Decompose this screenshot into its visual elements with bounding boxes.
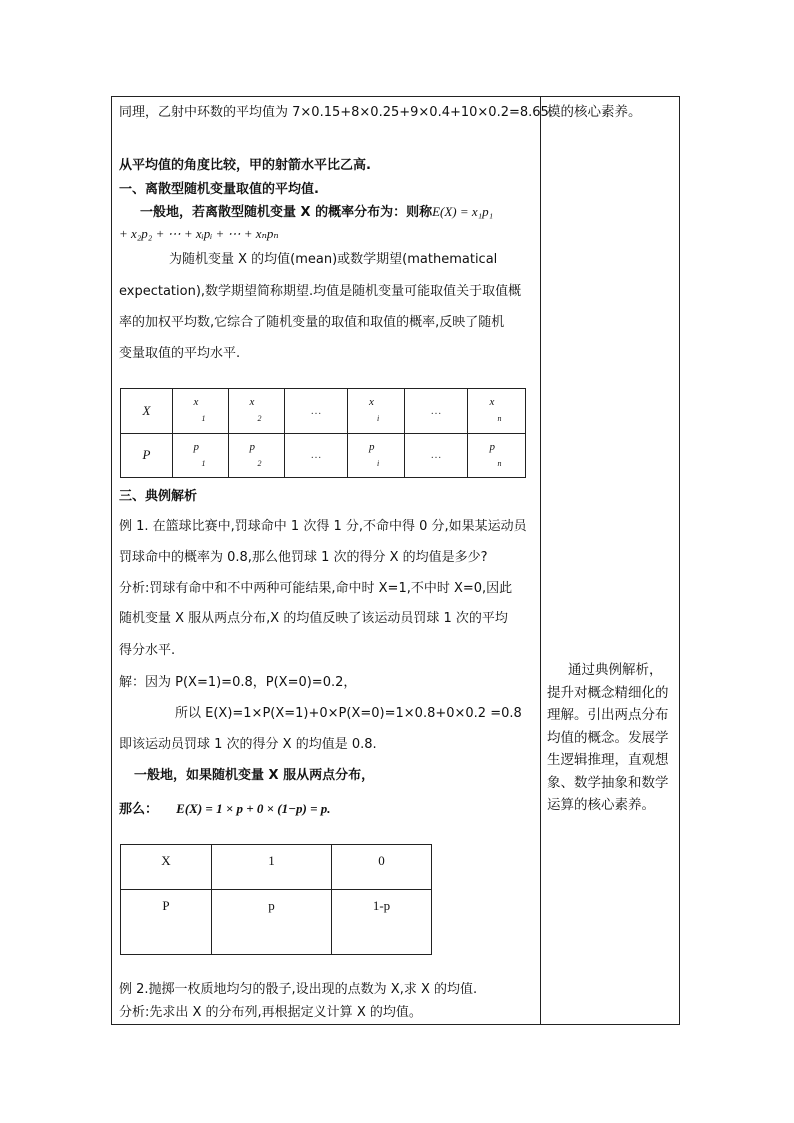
table-header-p: P bbox=[121, 433, 173, 478]
column-divider bbox=[540, 96, 541, 1025]
table-cell: p n bbox=[468, 433, 526, 478]
table-cell: x n bbox=[468, 389, 526, 434]
definition-lead: 一般地，若离散型随机变量 X 的概率分布为：则称 bbox=[140, 205, 433, 220]
table-cell: p i bbox=[348, 433, 405, 478]
example1-line-2: 罚球命中的概率为 0.8,那么他罚球 1 次的得分 X 的均值是多少? bbox=[119, 550, 488, 565]
two-point-table bbox=[120, 844, 432, 955]
definition-formula-part2: + x₂p₂ + ⋯ + xᵢpᵢ + ⋯ + xₙpₙ bbox=[119, 226, 279, 241]
two-point-expectation-formula: E(X) = 1 × p + 0 × (1−p) = p. bbox=[176, 801, 331, 816]
table-row bbox=[121, 433, 526, 478]
definition-line-1 bbox=[140, 203, 493, 222]
table-cell: 0 bbox=[332, 845, 432, 890]
table-cell: p bbox=[212, 890, 332, 955]
general-label: 那么： bbox=[119, 802, 159, 817]
solution-line-2: 所以 E(X)=1×P(X=1)+0×P(X=0)=1×0.8+0×0.2 =0.8 bbox=[175, 706, 522, 721]
table-cell: X bbox=[121, 845, 212, 890]
analysis-line-1: 分析:罚球有命中和不中两种可能结果,命中时 X=1,不中时 X=0,因此 bbox=[119, 581, 513, 596]
table-cell: p 1 bbox=[173, 433, 229, 478]
definition-formula-part1: E(X) = x₁p₁ bbox=[432, 204, 494, 219]
solution-line-3: 即该运动员罚球 1 次的得分 X 的均值是 0.8. bbox=[119, 737, 377, 752]
table-cell: 1-p bbox=[332, 890, 432, 955]
table-cell: x 1 bbox=[173, 389, 229, 434]
section3-title: 三、典例解析 bbox=[119, 489, 198, 504]
table-row bbox=[121, 845, 432, 890]
table-cell: … bbox=[405, 389, 468, 434]
analysis-line-3: 得分水平. bbox=[119, 643, 176, 658]
table-cell: … bbox=[285, 433, 348, 478]
table-cell: 1 bbox=[212, 845, 332, 890]
general-line-1: 一般地，如果随机变量 X 服从两点分布， bbox=[134, 768, 375, 783]
table-cell: x i bbox=[348, 389, 405, 434]
table-row bbox=[121, 389, 526, 434]
table-cell: p 2 bbox=[229, 433, 285, 478]
distribution-table bbox=[120, 388, 526, 478]
side-note-examples: 通过典例解析，提升对概念精细化的理解。引出两点分布均值的概念。发展学生逻辑推理，直观想象、数学抽象和数学运算的核心素养。 bbox=[547, 662, 669, 813]
yi-average-line: 同理，乙射中环数的平均值为 7×0.15+8×0.25+9×0.4+10×0.2=8.65. bbox=[119, 105, 553, 120]
table-cell: x 2 bbox=[229, 389, 285, 434]
analysis-line-2: 随机变量 X 服从两点分布,X 的均值反映了该运动员罚球 1 次的平均 bbox=[119, 611, 508, 626]
table-cell: … bbox=[285, 389, 348, 434]
definition-paragraph-2: expectation),数学期望简称期望.均值是随机变量可能取值关于取值概 bbox=[119, 284, 522, 299]
solution-line-1: 解：因为 P(X=1)=0.8，P(X=0)=0.2， bbox=[119, 675, 357, 690]
example2-line-2: 分析:先求出 X 的分布列,再根据定义计算 X 的均值。 bbox=[119, 1005, 422, 1020]
table-row bbox=[121, 890, 432, 955]
section1-title: 一、离散型随机变量取值的平均值. bbox=[119, 182, 319, 197]
table-header-x: X bbox=[121, 389, 173, 434]
table-cell: … bbox=[405, 433, 468, 478]
definition-paragraph-3: 率的加权平均数,它综合了随机变量的取值和取值的概率,反映了随机 bbox=[119, 315, 505, 330]
example2-line-1: 例 2.抛掷一枚质地均匀的骰子,设出现的点数为 X,求 X 的均值. bbox=[119, 982, 478, 997]
side-note-top: 模的核心素养。 bbox=[547, 104, 642, 120]
definition-paragraph-1: 为随机变量 X 的均值(mean)或数学期望(mathematical bbox=[169, 252, 498, 267]
table-cell: P bbox=[121, 890, 212, 955]
general-line-2 bbox=[119, 800, 330, 819]
definition-paragraph-4: 变量取值的平均水平. bbox=[119, 346, 241, 361]
conclusion-line: 从平均值的角度比较，甲的射箭水平比乙高. bbox=[119, 158, 371, 173]
example1-line-1: 例 1. 在篮球比赛中,罚球命中 1 次得 1 分,不命中得 0 分,如果某运动员 bbox=[119, 519, 527, 534]
